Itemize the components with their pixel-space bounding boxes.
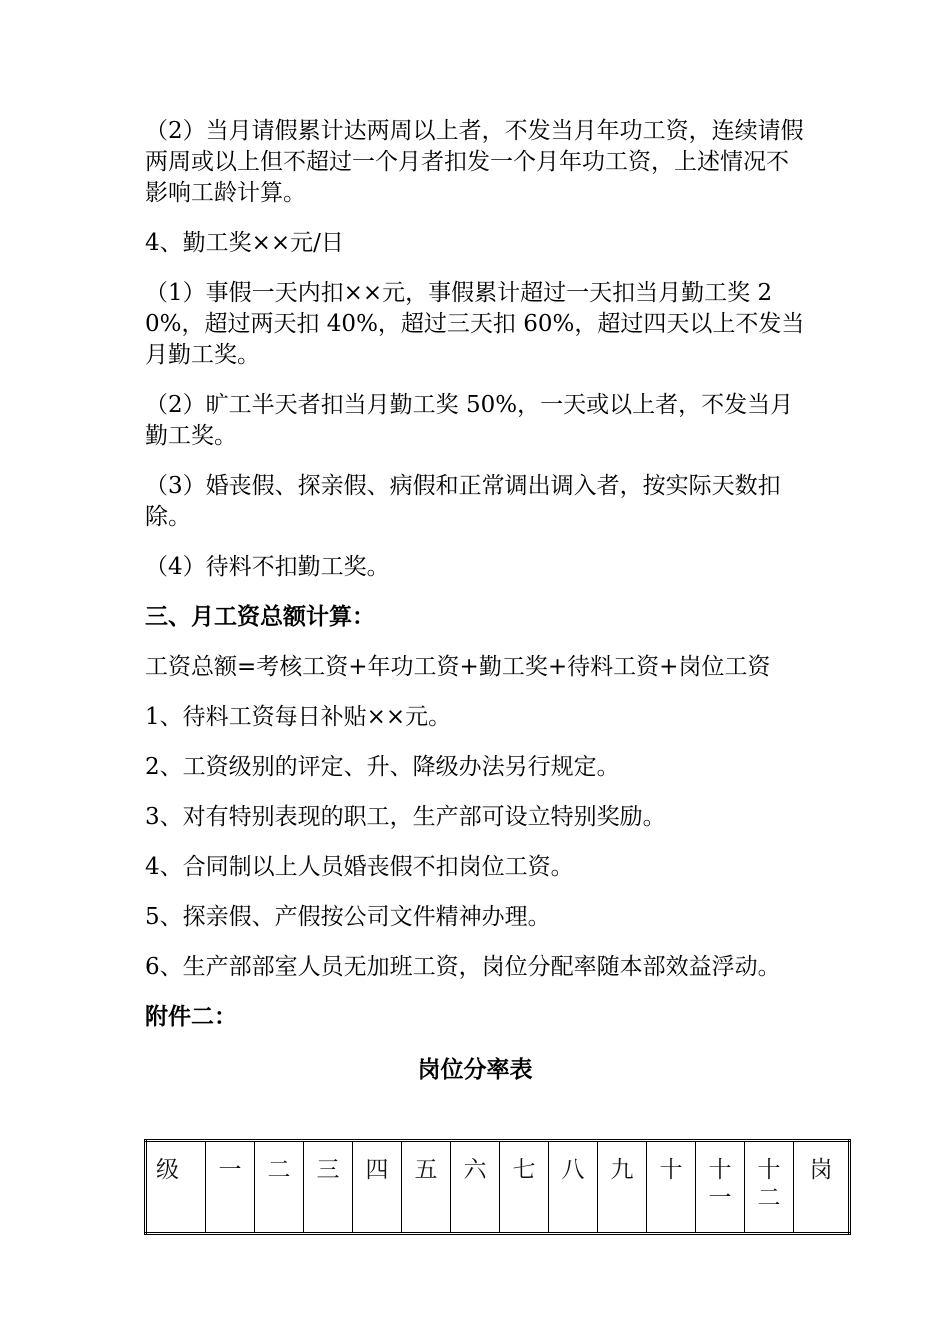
table-header-cell [696,1141,745,1234]
attachment-heading: 附件二： [145,1004,237,1030]
list-item: 3、对有特别表现的职工，生产部可设立特别奖励。 [145,804,666,830]
stacked-cell-text: 十一 [708,1157,732,1211]
list-item: 4、合同制以上人员婚丧假不扣岗位工资。 [145,854,574,880]
stacked-cell-text: 十二 [757,1157,781,1211]
paragraph-personal-leave: （1）事假一天内扣××元，事假累计超过一天扣当月勤工奖 20%，超过两天扣 40%，超过三天扣 60%，超过四天以上不发当月勤工奖。 [145,280,805,368]
list-item: 1、待料工资每日补贴××元。 [145,704,452,730]
document-page [145,116,805,1100]
paragraph-absenteeism: （2）旷工半天者扣当月勤工奖 50%，一天或以上者，不发当月勤工奖。 [145,392,794,449]
table-header-cell: 五 [402,1141,451,1234]
table-header-row [146,1141,850,1234]
table-header-cell: 九 [598,1141,647,1234]
table-header-cell: 二 [255,1141,304,1234]
table-header-cell: 十 [647,1141,696,1234]
table-header-cell: 岗 [794,1141,850,1234]
table-header-cell [745,1141,794,1234]
table-header-cell: 八 [549,1141,598,1234]
table-header-cell: 七 [500,1141,549,1234]
table-title: 岗位分率表 [417,1057,533,1083]
paragraph-attendance-bonus: 4、勤工奖××元/日 [145,230,344,256]
table-header-cell: 级 [146,1141,206,1234]
section-heading-monthly-total: 三、月工资总额计算： [145,604,375,630]
paragraph-special-leave: （3）婚丧假、探亲假、病假和正常调出调入者，按实际天数扣除。 [145,473,781,530]
table-header-cell: 六 [451,1141,500,1234]
table-header-cell: 四 [353,1141,402,1234]
paragraph-annual-leave: （2）当月请假累计达两周以上者，不发当月年功工资，连续请假两周或以上但不超过一个月者扣发一个月年功工资，上述情况不影响工龄计算。 [145,118,804,206]
table-header-cell: 一 [206,1141,255,1234]
paragraph-waiting-material: （4）待料不扣勤工奖。 [145,554,390,580]
salary-formula: 工资总额=考核工资+年功工资+勤工奖+待料工资+岗位工资 [145,654,771,680]
grade-rate-table [144,1139,851,1235]
list-item: 5、探亲假、产假按公司文件精神办理。 [145,904,551,930]
list-item: 6、生产部部室人员无加班工资，岗位分配率随本部效益浮动。 [145,954,781,980]
list-item: 2、工资级别的评定、升、降级办法另行规定。 [145,754,620,780]
table-header-cell: 三 [304,1141,353,1234]
